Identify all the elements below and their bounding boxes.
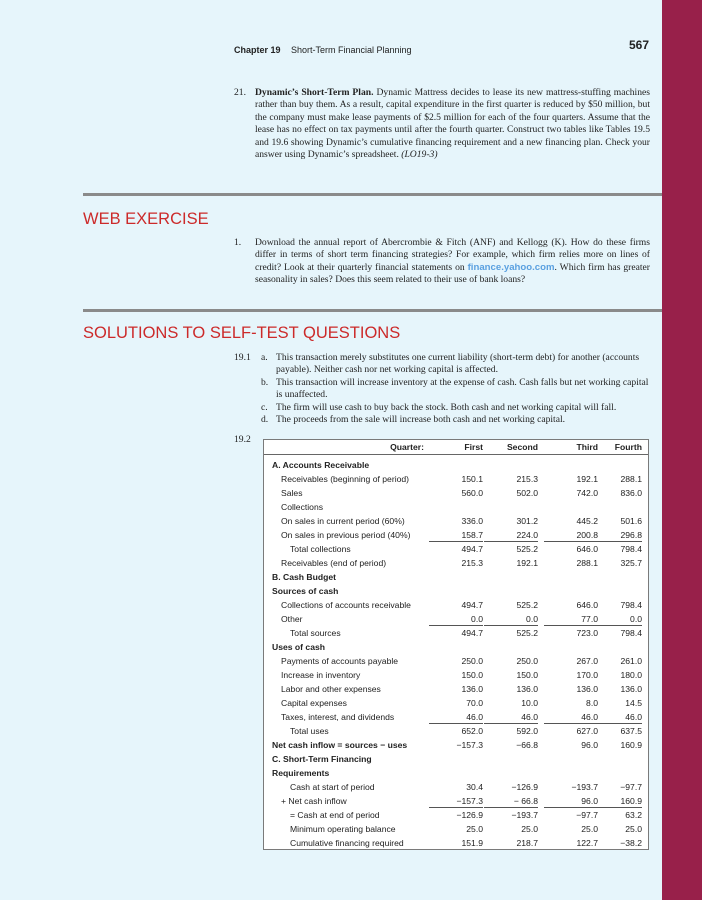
solution-number-2: 19.2 — [234, 434, 251, 445]
cell-value: 592.0 — [516, 726, 538, 736]
cell-value: − 66.8 — [484, 794, 538, 808]
cell-value: 288.1 — [620, 474, 642, 484]
cell-value: 77.0 — [544, 612, 598, 626]
table-row — [264, 514, 648, 528]
cell-value: −66.8 — [516, 740, 538, 750]
cell-value: −38.2 — [620, 838, 642, 848]
cell-value: 652.0 — [461, 726, 483, 736]
table-row — [264, 738, 648, 752]
cell-value: 560.0 — [461, 488, 483, 498]
cell-value: 14.5 — [625, 698, 642, 708]
web-exercise-1 — [234, 237, 650, 287]
row-label: A. Accounts Receivable — [272, 460, 370, 470]
cell-value: 836.0 — [620, 488, 642, 498]
table-row — [264, 836, 648, 850]
cell-value: 0.0 — [588, 612, 642, 626]
row-label: Cumulative financing required — [290, 838, 404, 848]
cell-value: 96.0 — [544, 794, 598, 808]
cell-value: 192.1 — [516, 558, 538, 568]
row-label: Collections — [281, 502, 324, 512]
row-label: Payments of accounts payable — [281, 656, 399, 666]
row-label: Cash at start of period — [290, 782, 375, 792]
solution-item-label: c. — [261, 401, 268, 413]
cell-value: 301.2 — [516, 516, 538, 526]
cell-value: 336.0 — [461, 516, 483, 526]
row-label: Requirements — [272, 768, 330, 778]
table-row — [264, 654, 648, 668]
cell-value: 30.4 — [466, 782, 483, 792]
page-number: 567 — [628, 38, 649, 52]
cell-value: −126.9 — [511, 782, 538, 792]
chapter-label: Chapter 19 — [234, 45, 281, 55]
solution-item — [261, 376, 650, 402]
table-row — [264, 556, 648, 570]
row-label: On sales in current period (60%) — [281, 516, 405, 526]
cell-value: 798.4 — [620, 544, 642, 554]
cell-value: 46.0 — [544, 710, 598, 724]
row-label: B. Cash Budget — [272, 572, 336, 582]
row-label: Uses of cash — [272, 642, 326, 652]
row-label: Labor and other expenses — [281, 684, 381, 694]
cell-value: 25.0 — [521, 824, 538, 834]
table-row — [264, 710, 648, 724]
web-exercise-number: 1. — [234, 237, 242, 248]
cell-value: 218.7 — [516, 838, 538, 848]
table-row — [264, 472, 648, 486]
table-row — [264, 794, 648, 808]
cell-value: 158.7 — [429, 528, 483, 542]
problem-body: Dynamic Mattress decides to lease its new mattress-stuffing machines rather than buy them. As a result, capital expenditure in the first quarter is reduced by $50 million, but the company must make lease payments of $2.5 million for each of the four quarters. Assume that the lease has no effect on tax payments until after the fourth quarter. Construct two tables like Tables 19.5 and 19.6 showing Dynamic’s cumulative financing requirement and a new financing plan. Check your answer using Dynamic’s spreadsheet. — [255, 87, 650, 161]
table-row — [264, 584, 648, 598]
cell-value: 136.0 — [576, 684, 598, 694]
cell-value: 501.6 — [620, 516, 642, 526]
column-header: First — [464, 442, 483, 452]
quarter-header-label: Quarter: — [390, 442, 424, 452]
cell-value: 151.9 — [461, 838, 483, 848]
table-row — [264, 486, 648, 500]
web-text-before: Download the annual report of Abercrombie & Fitch (ANF) and Kellogg (K). How do these firms differ in terms of short term financing strategies? For example, which firm relies more on lines of credit? Look at their quarterly financial statements on — [255, 237, 650, 273]
cell-value: 494.7 — [461, 544, 483, 554]
table-header-row — [264, 440, 648, 454]
table-row — [264, 724, 648, 738]
cell-value: 742.0 — [576, 488, 598, 498]
table-row — [264, 808, 648, 822]
cell-value: −157.3 — [429, 794, 483, 808]
cell-value: 8.0 — [586, 698, 598, 708]
cell-value: 637.5 — [620, 726, 642, 736]
cell-value: 46.0 — [429, 710, 483, 724]
row-label: + Net cash inflow — [281, 796, 347, 806]
row-label: Taxes, interest, and dividends — [281, 712, 395, 722]
cell-value: 180.0 — [620, 670, 642, 680]
cell-value: 122.7 — [576, 838, 598, 848]
cell-value: 325.7 — [620, 558, 642, 568]
cell-value: 200.8 — [544, 528, 598, 542]
table-row — [264, 570, 648, 584]
cell-value: 723.0 — [576, 628, 598, 638]
table-row — [264, 752, 648, 766]
column-header: Fourth — [614, 442, 642, 452]
row-label: Collections of accounts receivable — [281, 600, 411, 610]
cell-value: 224.0 — [484, 528, 538, 542]
cell-value: 525.2 — [516, 600, 538, 610]
cell-value: 150.0 — [516, 670, 538, 680]
row-label: Total sources — [290, 628, 341, 638]
table-row — [264, 668, 648, 682]
cell-value: 502.0 — [516, 488, 538, 498]
table-row — [264, 766, 648, 780]
solution-item-text: The proceeds from the sale will increase both cash and net working capital. — [276, 414, 566, 426]
problem-number: 21. — [234, 87, 246, 98]
cash-budget-table — [263, 439, 649, 850]
section-divider-2 — [83, 309, 662, 312]
solution-item — [261, 352, 650, 377]
cell-value: 494.7 — [461, 600, 483, 610]
cell-value: 150.0 — [461, 670, 483, 680]
row-label: Increase in inventory — [281, 670, 361, 680]
table-row — [264, 458, 648, 472]
cell-value: 267.0 — [576, 656, 598, 666]
column-header: Second — [506, 442, 538, 452]
cell-value: 96.0 — [581, 740, 598, 750]
solution-item-label: d. — [261, 414, 269, 426]
cell-value: 525.2 — [516, 544, 538, 554]
problem-text — [255, 87, 650, 161]
web-text-after: . Which firm has greater seasonality in sales? Does this seem related to their use of bank loans? — [255, 261, 650, 286]
cell-value: 261.0 — [620, 656, 642, 666]
cell-value: 136.0 — [516, 684, 538, 694]
row-label: Sources of cash — [272, 586, 339, 596]
row-label: On sales in previous period (40%) — [281, 530, 411, 540]
cell-value: 70.0 — [466, 698, 483, 708]
column-header: Third — [576, 442, 598, 452]
table-row — [264, 822, 648, 836]
cell-value: −193.7 — [571, 782, 598, 792]
cell-value: −157.3 — [456, 740, 483, 750]
cell-value: 798.4 — [620, 600, 642, 610]
header-rule — [264, 454, 648, 455]
cell-value: 63.2 — [625, 810, 642, 820]
chapter-title: Short-Term Financial Planning — [290, 45, 412, 55]
cell-value: 296.8 — [588, 528, 642, 542]
cell-value: 10.0 — [521, 698, 538, 708]
solution-item-text: This transaction will increase inventory at the expense of cash. Cash falls but net working capital is unaffected. — [276, 376, 649, 401]
row-label: Net cash inflow = sources − uses — [272, 740, 408, 750]
problem-title: Dynamic’s Short-Term Plan. — [255, 87, 374, 98]
solution-item — [261, 401, 650, 414]
table-row — [264, 640, 648, 654]
cell-value: 136.0 — [461, 684, 483, 694]
row-label: C. Short-Term Financing — [272, 754, 372, 764]
cell-value: 627.0 — [576, 726, 598, 736]
cell-value: −97.7 — [576, 810, 598, 820]
cell-value: 215.3 — [461, 558, 483, 568]
cell-value: 46.0 — [484, 710, 538, 724]
table-row — [264, 682, 648, 696]
cell-value: 170.0 — [576, 670, 598, 680]
cell-value: 160.9 — [620, 740, 642, 750]
row-label: Minimum operating balance — [290, 824, 396, 834]
cell-value: 250.0 — [516, 656, 538, 666]
cell-value: 798.4 — [620, 628, 642, 638]
row-label: Capital expenses — [281, 698, 347, 708]
cell-value: −126.9 — [456, 810, 483, 820]
finance-link[interactable]: finance.yahoo.com — [467, 261, 555, 273]
cell-value: 445.2 — [576, 516, 598, 526]
row-label: Receivables (end of period) — [281, 558, 387, 568]
solution-item-text: This transaction merely substitutes one current liability (short-term debt) for another (accounts payable). Neither cash nor net working capital is affected. — [276, 352, 640, 376]
cell-value: 646.0 — [576, 544, 598, 554]
row-label: Other — [281, 614, 303, 624]
solution-item-label: b. — [261, 376, 269, 388]
cell-value: 46.0 — [588, 710, 642, 724]
table-row — [264, 696, 648, 710]
cell-value: 525.2 — [516, 628, 538, 638]
row-label: Sales — [281, 488, 303, 498]
cell-value: 150.1 — [461, 474, 483, 484]
cell-value: 25.0 — [625, 824, 642, 834]
cell-value: 25.0 — [581, 824, 598, 834]
page-header — [234, 40, 649, 54]
solution-item — [261, 414, 650, 426]
solution-19-1 — [234, 352, 650, 426]
table-row — [264, 780, 648, 794]
cell-value: 0.0 — [484, 612, 538, 626]
table-row — [264, 542, 648, 556]
web-exercise-text — [255, 237, 650, 287]
table-row — [264, 528, 648, 542]
solutions-heading: SOLUTIONS TO SELF-TEST QUESTIONS — [83, 324, 401, 342]
cell-value: 288.1 — [576, 558, 598, 568]
cell-value: 250.0 — [461, 656, 483, 666]
problem-21 — [234, 87, 650, 161]
row-label: Total collections — [290, 544, 351, 554]
table-row — [264, 626, 648, 640]
solution-number: 19.1 — [234, 352, 251, 363]
cell-value: 25.0 — [466, 824, 483, 834]
cell-value: −97.7 — [620, 782, 642, 792]
solution-item-label: a. — [261, 352, 268, 363]
cell-value: 215.3 — [516, 474, 538, 484]
cell-value: 0.0 — [429, 612, 483, 626]
row-label: = Cash at end of period — [290, 810, 380, 820]
cell-value: 646.0 — [576, 600, 598, 610]
web-exercise-heading: WEB EXERCISE — [83, 210, 209, 228]
page-edge-band — [662, 0, 702, 900]
row-label: Total uses — [290, 726, 329, 736]
table-row — [264, 598, 648, 612]
cell-value: 192.1 — [576, 474, 598, 484]
cell-value: 494.7 — [461, 628, 483, 638]
table-row — [264, 612, 648, 626]
section-divider — [83, 193, 662, 196]
cell-value: 136.0 — [620, 684, 642, 694]
problem-ref: (LO19-3) — [401, 149, 438, 161]
solution-item-text: The firm will use cash to buy back the stock. Both cash and net working capital will fall. — [276, 401, 617, 413]
row-label: Receivables (beginning of period) — [281, 474, 410, 484]
cell-value: −193.7 — [511, 810, 538, 820]
table-row — [264, 500, 648, 514]
cell-value: 160.9 — [588, 794, 642, 808]
